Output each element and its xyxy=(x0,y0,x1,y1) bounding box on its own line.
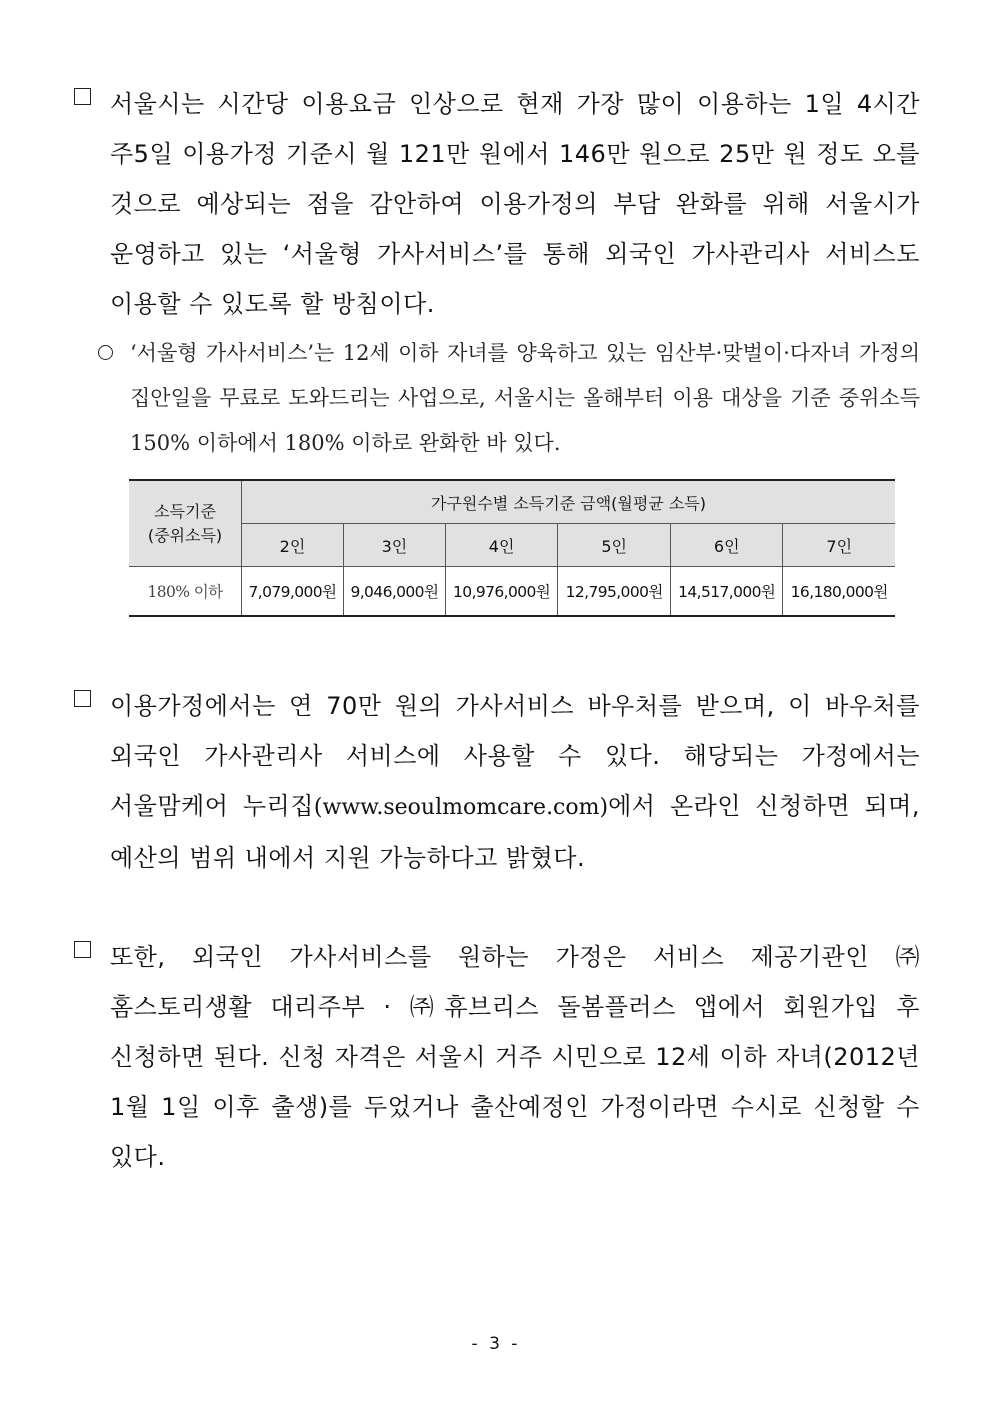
paragraph-3 xyxy=(70,932,920,1182)
table-header-row xyxy=(129,480,895,524)
table-cell: 12,795,000원 xyxy=(558,567,671,617)
column-header: 5인 xyxy=(558,524,671,567)
table-cell: 9,046,000원 xyxy=(343,567,445,617)
table-cell: 7,079,000원 xyxy=(242,567,344,617)
checkbox-bullet-icon xyxy=(74,690,91,707)
sub-bullet-text: ‘서울형 가사서비스’는 12세 이하 자녀를 양육하고 있는 임산부·맞벌이·다자녀 가정의 집안일을 무료로 도와드리는 사업으로, 서울시는 올해부터 이용 대상을 기준 중위소득 150% 이하에서 180% 이하로 완화한 바 있다. xyxy=(130,341,920,455)
table-subheader-row xyxy=(129,524,895,567)
row-label: 180% 이하 xyxy=(129,567,242,617)
paragraph-2 xyxy=(70,681,920,883)
table-cell: 10,976,000원 xyxy=(445,567,558,617)
paragraph-1-text: 서울시는 시간당 이용요금 인상으로 현재 가장 많이 이용하는 1일 4시간 주5일 이용가정 기준시 월 121만 원에서 146만 원으로 25만 원 정도 오를 것으로 예상되는 점을 감안하여 이용가정의 부담 완화를 위해 서울시가 운영하고 있는 ‘서울형 가사서비스’를 통해 외국인 가사관리사 서비스도 이용할 수 있도록 할 방침이다. xyxy=(110,90,920,318)
column-header: 2인 xyxy=(242,524,344,567)
circle-bullet-icon xyxy=(98,345,113,360)
group-header: 가구원수별 소득기준 금액(월평균 소득) xyxy=(242,480,896,524)
column-header: 7인 xyxy=(783,524,895,567)
website-url: (www.seoulmomcare.com) xyxy=(313,795,609,820)
page-number: - 3 - xyxy=(471,1334,521,1354)
paragraph-3-text: 또한, 외국인 가사서비스를 원하는 가정은 서비스 제공기관인 ㈜홈스토리생활 대리주부 · ㈜휴브리스 돌봄플러스 앱에서 회원가입 후 신청하면 된다. 신청 자격은 서울시 거주 시민으로 12세 이하 자녀(2012년 1월 1일 이후 출생)를 두었거나 출산예정인 가정이라면 수시로 신청할 수 있다. xyxy=(110,943,920,1171)
table-cell: 14,517,000원 xyxy=(670,567,783,617)
paragraph-2-before-url: 이용가정에서는 연 70만 원의 가사서비스 바우처를 받으며, 이 바우처를 외국인 가사관리사 서비스에 사용할 수 있다. 해당되는 가정에서는 서울맘케어 누리집 xyxy=(110,692,920,820)
table-cell: 16,180,000원 xyxy=(783,567,895,617)
paragraph-1 xyxy=(70,79,920,329)
checkbox-bullet-icon xyxy=(74,88,91,105)
column-header: 3인 xyxy=(343,524,445,567)
sub-bullet xyxy=(95,331,920,466)
paragraph-2-after-url: 에서 온라인 신청하면 되며, 예산의 범위 내에서 지원 가능하다고 밝혔다. xyxy=(110,792,920,872)
income-criteria-table xyxy=(129,479,895,617)
paragraph-2-text xyxy=(110,681,920,883)
column-header: 4인 xyxy=(445,524,558,567)
checkbox-bullet-icon xyxy=(74,941,91,958)
table-row xyxy=(129,567,895,617)
criteria-header: 소득기준 (중위소득) xyxy=(129,480,242,567)
column-header: 6인 xyxy=(670,524,783,567)
